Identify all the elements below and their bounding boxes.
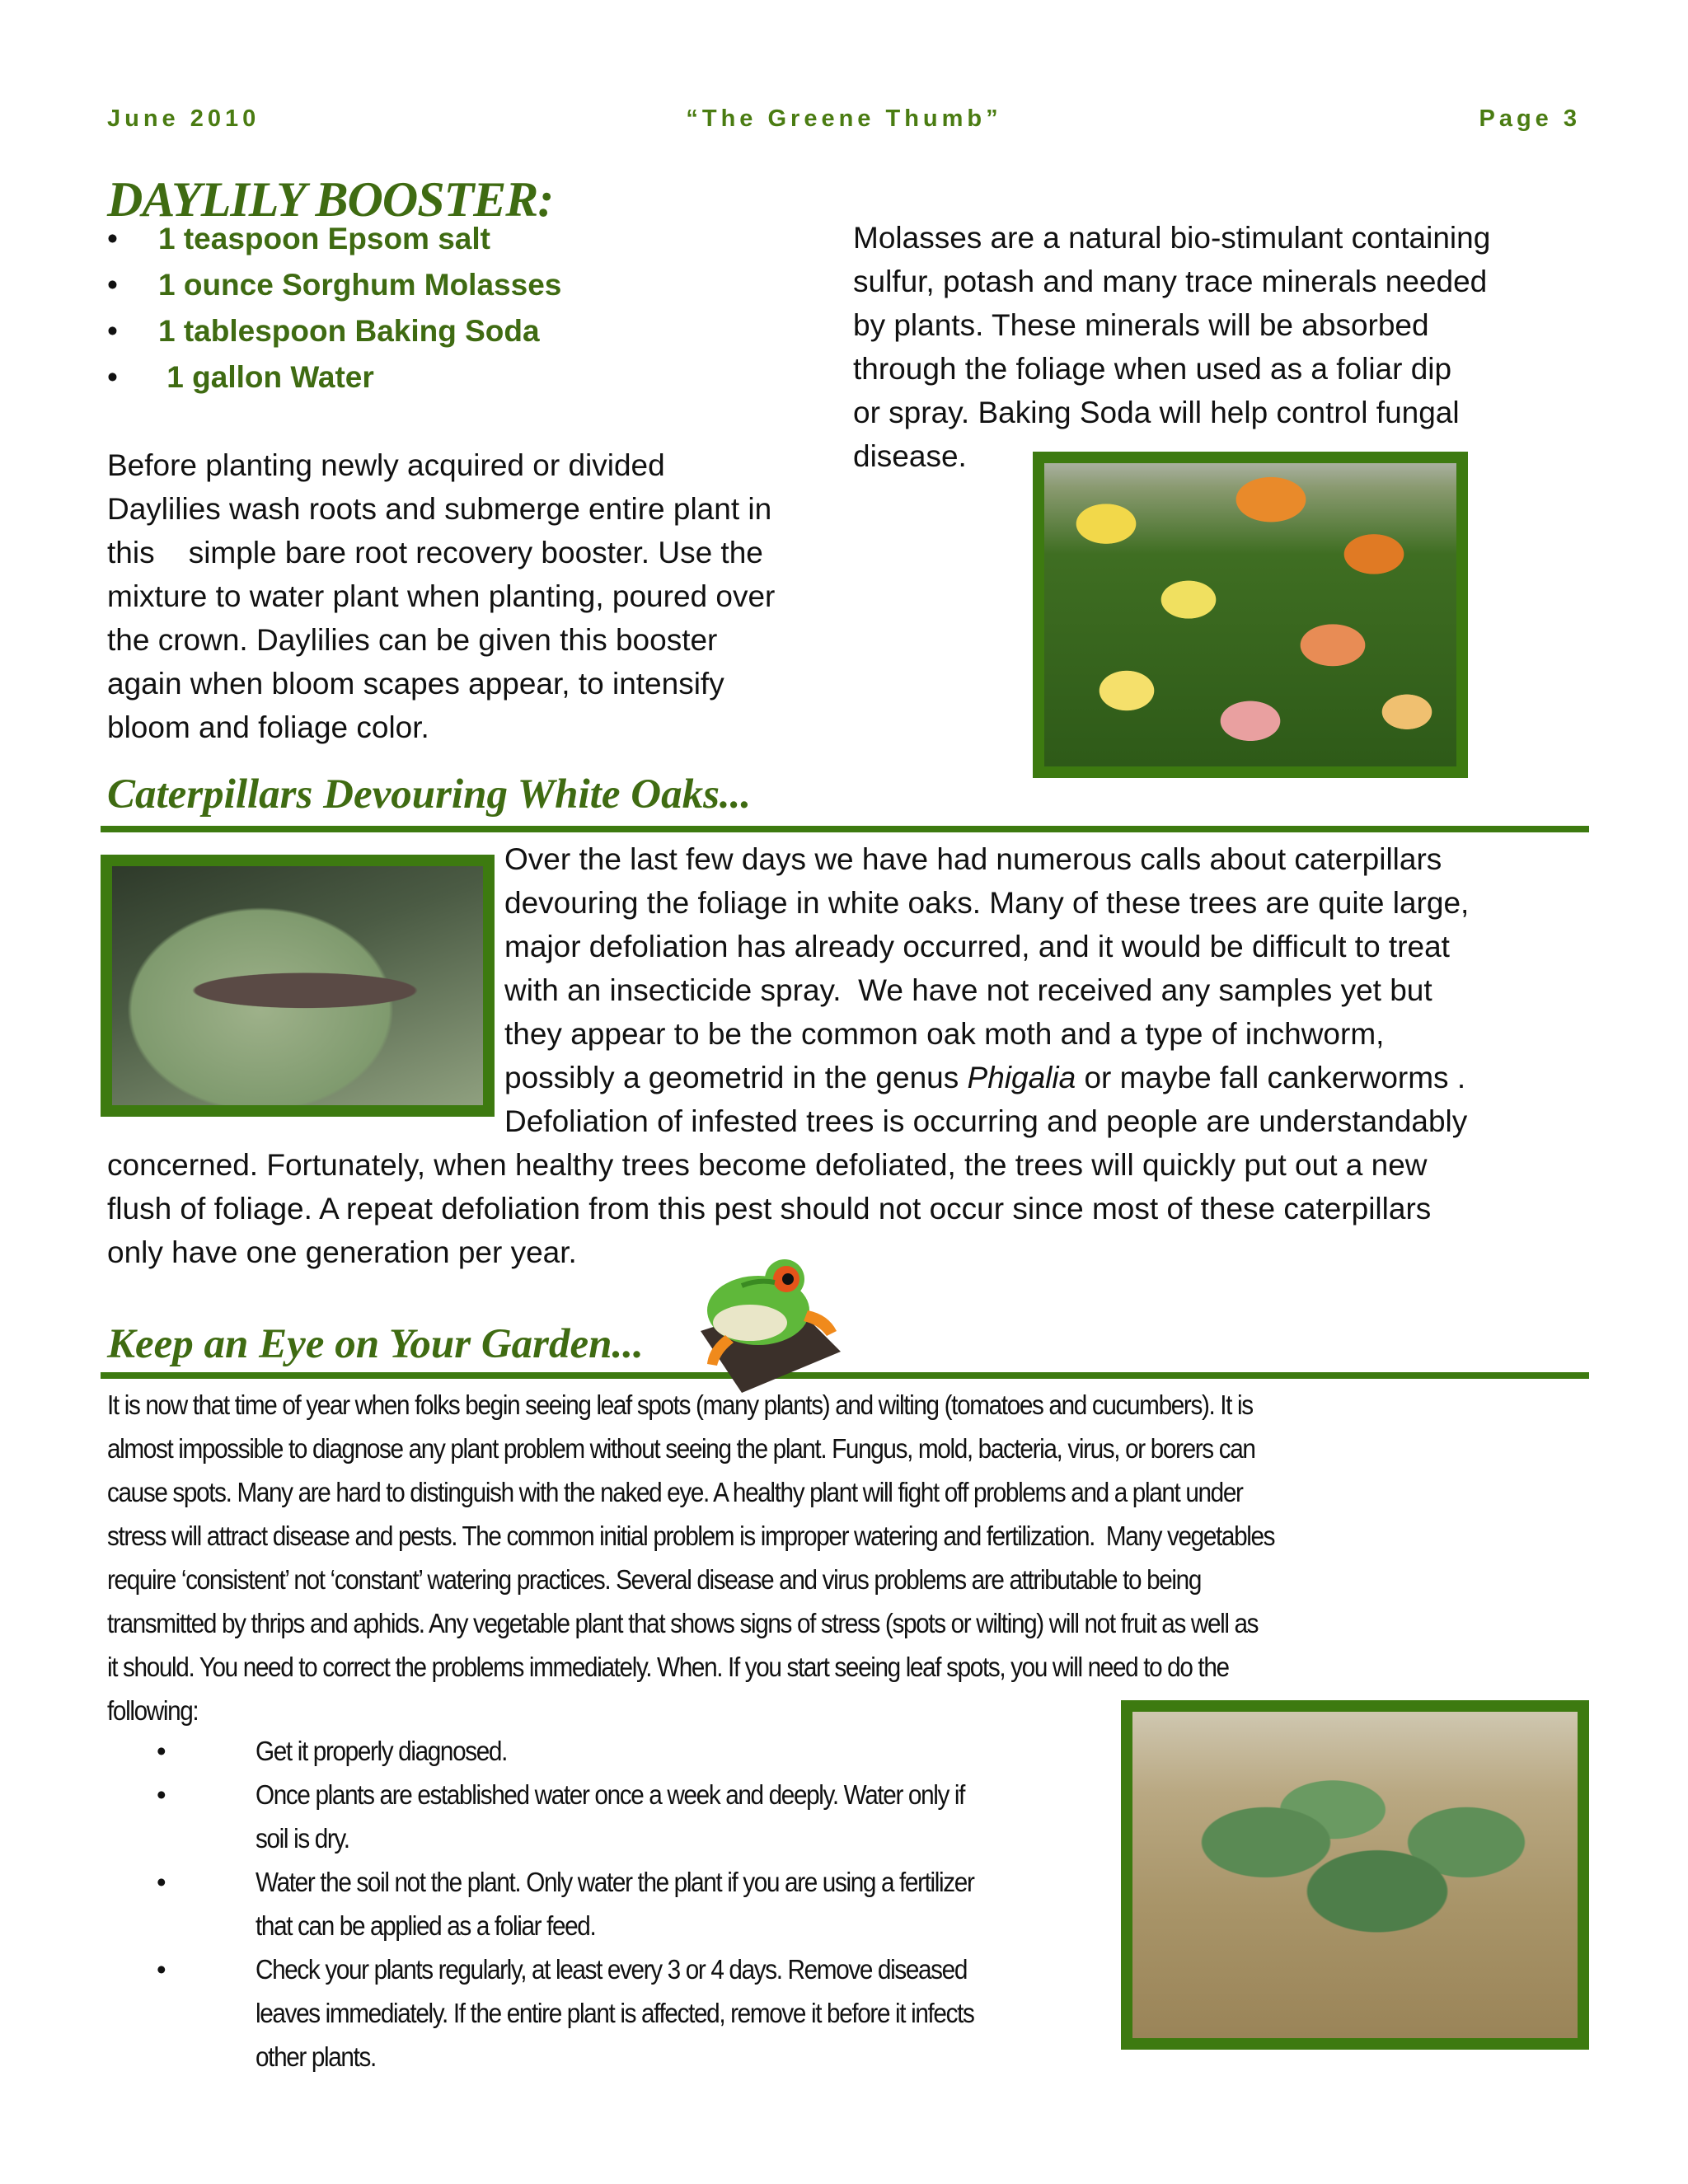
- genus-name: Phigalia: [967, 1061, 1076, 1094]
- bullet-icon: •: [107, 268, 118, 302]
- list-item: • Water the soil not the plant. Only water the plant if you are using a fertilizer that can be applied as a foliar feed.: [157, 1860, 1228, 1947]
- header-date: June 2010: [107, 105, 260, 132]
- daylily-garden-photo: [1033, 452, 1468, 778]
- section-divider: [101, 826, 1589, 832]
- list-item: • 1 tablespoon Baking Soda: [107, 308, 561, 354]
- bullet-icon: •: [157, 1736, 166, 1766]
- list-item: • Check your plants regularly, at least every 3 or 4 days. Remove diseased leaves immediately. If the entire plant is affected, remove it before it infects other plants.: [157, 1947, 1228, 2079]
- bullet-icon: •: [157, 1954, 166, 1985]
- ingredient-list: [107, 216, 561, 401]
- list-item: • 1 ounce Sorghum Molasses: [107, 262, 561, 308]
- caterpillar-text-upper: Over the last few days we have had numerous calls about caterpillars devouring the foliage in white oaks. Many of these trees are quite large, major defoliation has already occurred, and it would be difficult to treat with an insecticide spray. We have not received any samples yet but they appear to be the common oak moth and a type of inchworm, possibly a geometrid in the genus Phigalia or maybe fall cankerworms . Defoliation of infested trees is occurring and people are understandably: [504, 837, 1592, 1143]
- genus-line: possibly a geometrid in the genus Phigalia or maybe fall cankerworms .: [504, 1061, 1466, 1094]
- garden-text: It is now that time of year when folks begin seeing leaf spots (many plants) and wilting (tomatoes and cucumbers). It is almost impossible to diagnose any plant problem without seeing the plant. Fungus, mold, bacteria, virus, or borers can cause spots. Many are hard to distinguish with the naked eye. A healthy plant will fight off problems and a plant under stress will attract disease and pests. The common initial problem is improper watering and fertilization. Many vegetables require ‘consistent’ not ‘constant’ watering practices. Several disease and virus problems are attributable to being transmitted by thrips and aphids. Any vegetable plant that shows signs of stress (spots or wilting) will not fruit as well as it should. You need to correct the problems immediately. When. If you start seeing leaf spots, you will need to do the following:: [107, 1390, 1275, 1726]
- bullet-icon: •: [107, 360, 118, 394]
- squash-plant-photo: [1121, 1700, 1589, 2050]
- daylily-instructions: Before planting newly acquired or divided Daylilies wash roots and submerge entire plant in this simple bare root recovery booster. Use the mixture to water plant when planting, poured over the crown. Daylilies can be given this booster again when bloom scapes appear, to intensify bloom and foliage color.: [107, 448, 776, 744]
- molasses-note: Molasses are a natural bio-stimulant containing sulfur, potash and many trace minerals needed by plants. These minerals will be absorbed through the foliage when used as a foliar dip or spray. Baking Soda will help control fungal disease.: [853, 221, 1491, 473]
- bullet-icon: •: [107, 314, 118, 348]
- list-item: • 1 teaspoon Epsom salt: [107, 216, 561, 262]
- garden-steps-list: [157, 1729, 1228, 2079]
- list-item: • Get it properly diagnosed.: [157, 1729, 1228, 1773]
- caterpillar-text-lower: concerned. Fortunately, when healthy trees become defoliated, the trees will quickly put out a new flush of foliage. A repeat defoliation from this pest should not occur since most of these caterpillars only have one generation per year.: [107, 1148, 1432, 1269]
- list-item: • 1 gallon Water: [107, 354, 561, 401]
- bullet-icon: •: [107, 222, 118, 255]
- page-number: Page 3: [1479, 105, 1581, 132]
- caterpillar-photo: [101, 855, 495, 1117]
- bullet-icon: •: [157, 1779, 166, 1810]
- garden-section-title: Keep an Eye on Your Garden...: [107, 1321, 644, 1367]
- tree-frog-icon: [692, 1253, 846, 1393]
- daylily-booster-title: DAYLILY BOOSTER:: [107, 172, 554, 227]
- newsletter-title: “The Greene Thumb”: [686, 105, 1002, 132]
- caterpillar-section-title: Caterpillars Devouring White Oaks...: [107, 771, 752, 818]
- bullet-icon: •: [157, 1867, 166, 1897]
- list-item: • Once plants are established water once a week and deeply. Water only if soil is dry.: [157, 1773, 1228, 1860]
